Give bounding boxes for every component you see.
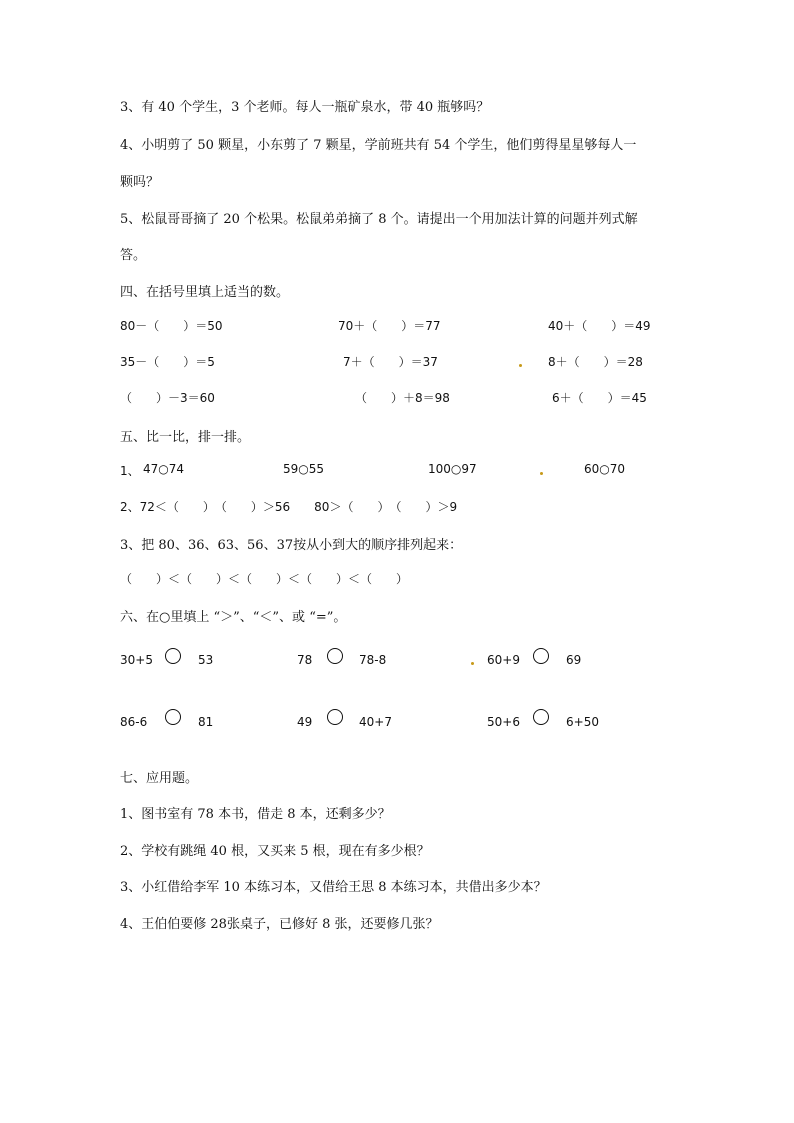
answer-circle[interactable] <box>533 648 549 664</box>
answer-circle[interactable] <box>165 709 181 725</box>
order-blanks: （ ）＜（ ）＜（ ）＜（ ）＜（ ） <box>120 572 409 586</box>
word-problem-3: 3、小红借给李军 10 本练习本，又借给王思 8 本练习本，共借出多少本？ <box>120 880 547 895</box>
equation: 40＋（ ）＝49 <box>548 319 651 333</box>
question-4-line1: 4、小明剪了 50 颗星，小东剪了 7 颗星，学前班共有 54 个学生，他们剪得星星够每人一 <box>120 138 637 153</box>
equation: 6＋（ ）＝45 <box>552 391 647 405</box>
compare-left: 50+6 <box>487 715 520 729</box>
compare-left: 86-6 <box>120 715 148 729</box>
order-question: 3、把 80、36、63、56、37按从小到大的顺序排列起来： <box>120 538 463 553</box>
compare-q1-label: 1、 <box>120 464 140 478</box>
compare-right: 69 <box>566 653 582 667</box>
equation: 7＋（ ）＝37 <box>343 355 438 369</box>
answer-circle[interactable] <box>533 709 549 725</box>
answer-circle[interactable] <box>165 648 181 664</box>
question-4-line2: 颗吗？ <box>120 175 160 190</box>
equation: 8＋（ ）＝28 <box>548 355 643 369</box>
compare-left: 78 <box>297 653 313 667</box>
question-5-line1: 5、松鼠哥哥摘了 20 个松果。松鼠弟弟摘了 8 个。请提出一个用加法计算的问题并列式解 <box>120 212 638 227</box>
question-5-line2: 答。 <box>120 248 147 263</box>
compare-item: 59○55 <box>283 462 325 476</box>
section-6-title: 六、在○里填上 “＞”、“＜”、或 “=”。 <box>120 610 347 625</box>
compare-left: 30+5 <box>120 653 153 667</box>
section-7-title: 七、应用题。 <box>120 771 199 786</box>
compare-item: 60○70 <box>584 462 626 476</box>
equation: （ ）＋8＝98 <box>355 391 450 405</box>
equation: 80－（ ）＝50 <box>120 319 223 333</box>
equation: 35－（ ）＝5 <box>120 355 215 369</box>
compare-left: 49 <box>297 715 313 729</box>
compare-left: 60+9 <box>487 653 520 667</box>
compare-right: 6+50 <box>566 715 599 729</box>
answer-circle[interactable] <box>327 648 343 664</box>
stray-mark <box>519 364 522 367</box>
compare-right: 81 <box>198 715 214 729</box>
compare-right: 40+7 <box>359 715 392 729</box>
compare-right: 53 <box>198 653 214 667</box>
stray-mark <box>540 472 543 475</box>
compare-q2: 2、72＜（ ） （ ）＞56 80＞（ ） （ ）＞9 <box>120 500 458 514</box>
compare-item: 100○97 <box>428 462 477 476</box>
stray-mark <box>471 662 474 665</box>
answer-circle[interactable] <box>327 709 343 725</box>
word-problem-4: 4、王伯伯要修 28张桌子，已修好 8 张，还要修几张？ <box>120 917 439 932</box>
compare-item: 47○74 <box>143 462 185 476</box>
question-3: 3、有 40 个学生，3 个老师。每人一瓶矿泉水，带 40 瓶够吗？ <box>120 100 490 115</box>
section-4-title: 四、在括号里填上适当的数。 <box>120 285 290 300</box>
section-5-title: 五、比一比，排一排。 <box>120 430 251 445</box>
compare-right: 78-8 <box>359 653 387 667</box>
word-problem-1: 1、图书室有 78 本书，借走 8 本，还剩多少？ <box>120 807 391 822</box>
equation: 70＋（ ）＝77 <box>338 319 441 333</box>
word-problem-2: 2、学校有跳绳 40 根，又买来 5 根，现在有多少根？ <box>120 844 430 859</box>
equation: （ ）－3＝60 <box>120 391 215 405</box>
